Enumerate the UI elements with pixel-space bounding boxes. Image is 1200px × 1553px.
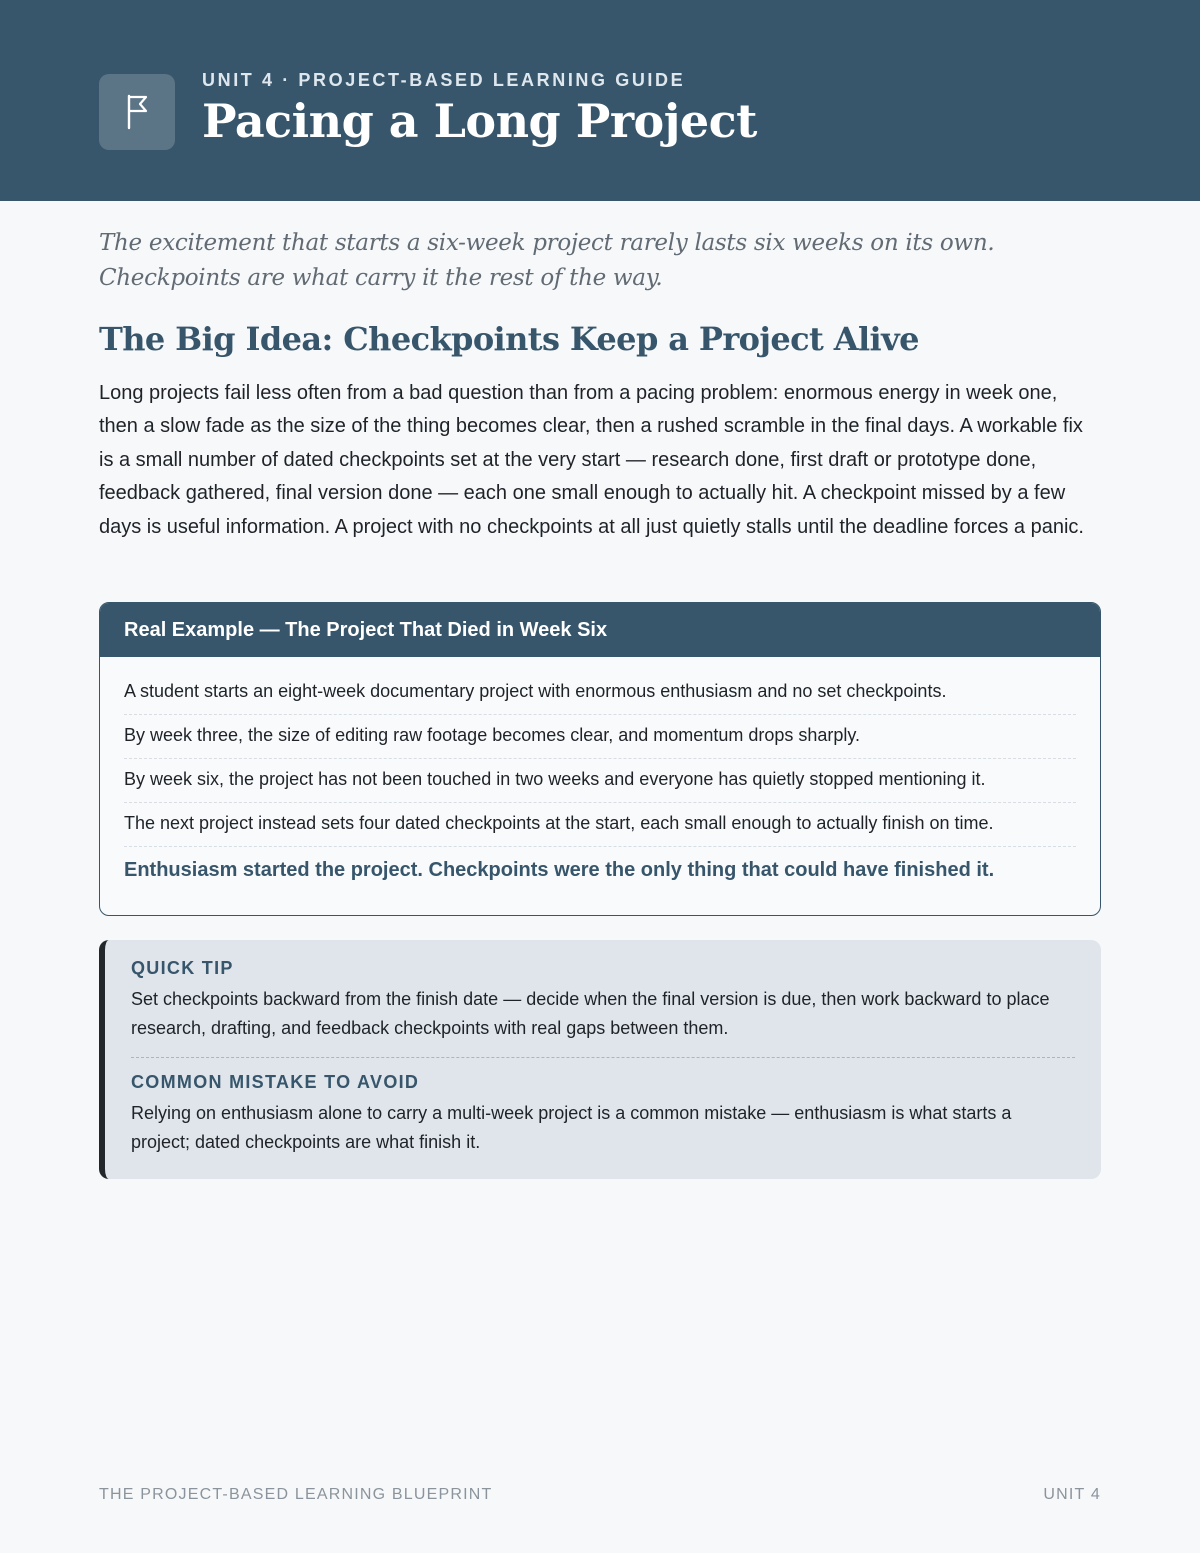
example-step: By week six, the project has not been touched in two weeks and everyone has quietly stopped mentioning it.: [124, 759, 1076, 803]
page-title: Pacing a Long Project: [202, 94, 757, 148]
example-step: By week three, the size of editing raw footage becomes clear, and momentum drops sharply.: [124, 715, 1076, 759]
mistake-text: Relying on enthusiasm alone to carry a multi-week project is a common mistake — enthusiasm is what starts a project; dated checkpoints are what finish it.: [131, 1103, 1012, 1152]
example-card-title: Real Example — The Project That Died in Week Six: [100, 603, 1100, 657]
example-conclusion: Enthusiasm started the project. Checkpoints were the only thing that could have finished it.: [124, 859, 995, 881]
example-step: A student starts an eight-week documentary project with enormous enthusiasm and no set checkpoints.: [124, 671, 1076, 715]
tips-callout: [99, 940, 1101, 1179]
footer-unit: UNIT 4: [1043, 1486, 1101, 1503]
tip-divider: [131, 1057, 1075, 1058]
page-header: [0, 0, 1200, 201]
section-body: Long projects fail less often from a bad question than from a pacing problem: enormous energy in week one, then a slow fade as the size of the thing becomes clear, then a rushed scramble in the final days. A workable fix is a small number of dated checkpoints set at the very start — research done, first draft or prototype done, feedback gathered, final version done — each one small enough to actually hit. A checkpoint missed by a few days is useful information. A project with no checkpoints at all just quietly stalls until the deadline forces a panic.: [99, 382, 1084, 538]
unit-kicker: UNIT 4 · PROJECT-BASED LEARNING GUIDE: [202, 70, 686, 90]
section-heading: The Big Idea: Checkpoints Keep a Project Alive: [99, 320, 919, 358]
quick-tip-label: QUICK TIP: [131, 958, 234, 978]
example-steps: [100, 657, 1100, 882]
mistake-label: COMMON MISTAKE TO AVOID: [131, 1072, 420, 1092]
footer-title: THE PROJECT-BASED LEARNING BLUEPRINT: [99, 1486, 493, 1503]
flag-icon: [99, 74, 175, 150]
quick-tip-text: Set checkpoints backward from the finish date — decide when the final version is due, then work backward to place research, drafting, and feedback checkpoints with real gaps between them.: [131, 989, 1050, 1038]
example-card: [99, 602, 1101, 916]
example-step: The next project instead sets four dated checkpoints at the start, each small enough to actually finish on time.: [124, 803, 1076, 847]
lede-quote: The excitement that starts a six-week project rarely lasts six weeks on its own. Checkpoints are what carry it the rest of the way.: [99, 230, 995, 291]
